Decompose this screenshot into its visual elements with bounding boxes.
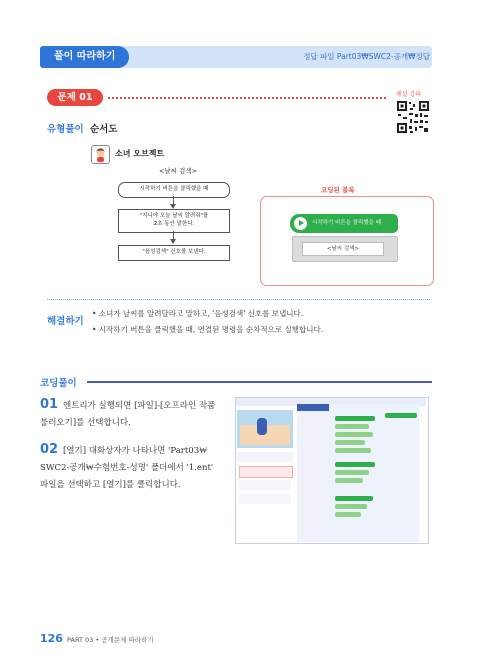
flowchart-title: <날씨 검색> (158, 167, 198, 175)
answer-file-path: 정답 파일 Part03₩SWC2-공개₩정답 (303, 52, 430, 61)
entry-tab-header (297, 404, 329, 411)
flowchart-arrow-head (170, 239, 176, 244)
section-divider (47, 299, 430, 300)
problem-tag: 문제 01 (47, 89, 103, 106)
broadcast-block-value: <날씨 검색> (302, 242, 384, 256)
page-number: 126 (40, 632, 63, 645)
solution-label: 해결하기 (47, 316, 84, 327)
type-label: 유형풀이 (47, 124, 84, 135)
entry-object-row (239, 480, 291, 490)
entry-stage-character (257, 418, 267, 435)
start-block-label: 시작하기 버튼을 클릭했을 때 (312, 220, 382, 226)
sprite-name: 소녀 오브젝트 (115, 149, 165, 158)
section-tab: 풀이 따라하기 (40, 46, 129, 68)
flowchart-say-step: "지니야 오늘 날씨 알려줘"를 2초 동안 말한다. (118, 209, 230, 233)
solution-line: • 시작하기 버튼을 클릭했을 때, 연결된 명령을 순차적으로 실행합니다. (92, 325, 324, 334)
solution-line: • 소녀가 날씨를 알려달라고 말하고, '음성검색' 신호를 보냅니다. (92, 309, 304, 318)
step-number: 01 (40, 397, 59, 412)
girl-sprite-icon (91, 145, 110, 164)
step-text: SWC2-공개₩수험번호-성명' 폴더에서 '1.ent' (40, 463, 214, 473)
entry-object-row (239, 466, 293, 478)
entry-code-block (335, 512, 361, 517)
play-icon (299, 220, 304, 226)
coding-label: 코딩풀이 (40, 378, 77, 389)
entry-object-header (237, 452, 293, 462)
step-text: 불러오기]를 선택합니다. (40, 418, 131, 428)
entry-code-block (335, 440, 365, 445)
entry-block-categories (297, 404, 329, 542)
entry-code-block (335, 424, 369, 429)
entry-code-block (335, 470, 369, 475)
entry-code-block (335, 478, 363, 483)
entry-start-block (385, 413, 417, 418)
coded-block-tag: 코딩된 블록 (318, 185, 358, 194)
entry-code-block (335, 496, 373, 501)
entry-code-block (335, 462, 375, 467)
entry-code-block (335, 432, 373, 437)
qr-label: 해설 강의 (396, 91, 422, 98)
step-text: [열기] 대화상자가 나타나면 'Part03₩ (63, 446, 208, 456)
step-text: 엔트리가 실행되면 [파일]-[오프라인 작품 (63, 401, 216, 411)
entry-code-block (335, 448, 371, 453)
step-text: 파일을 선택하고 [열기]를 클릭합니다. (40, 480, 181, 490)
footer-text: PART 03 • 공개문제 따라하기 (67, 636, 154, 644)
flowchart-broadcast-step: "음성검색" 신호를 보낸다. (118, 245, 230, 261)
problem-divider (108, 97, 386, 99)
entry-code-block (335, 504, 367, 509)
coding-underline (87, 381, 432, 383)
entry-code-block (335, 416, 375, 421)
type-value: 순서도 (90, 124, 118, 135)
qr-code-icon[interactable] (396, 100, 430, 134)
flowchart-start: 시작하기 버튼을 클릭했을 때 (118, 182, 230, 198)
step-number: 02 (40, 442, 59, 457)
entry-object-row (239, 494, 291, 504)
